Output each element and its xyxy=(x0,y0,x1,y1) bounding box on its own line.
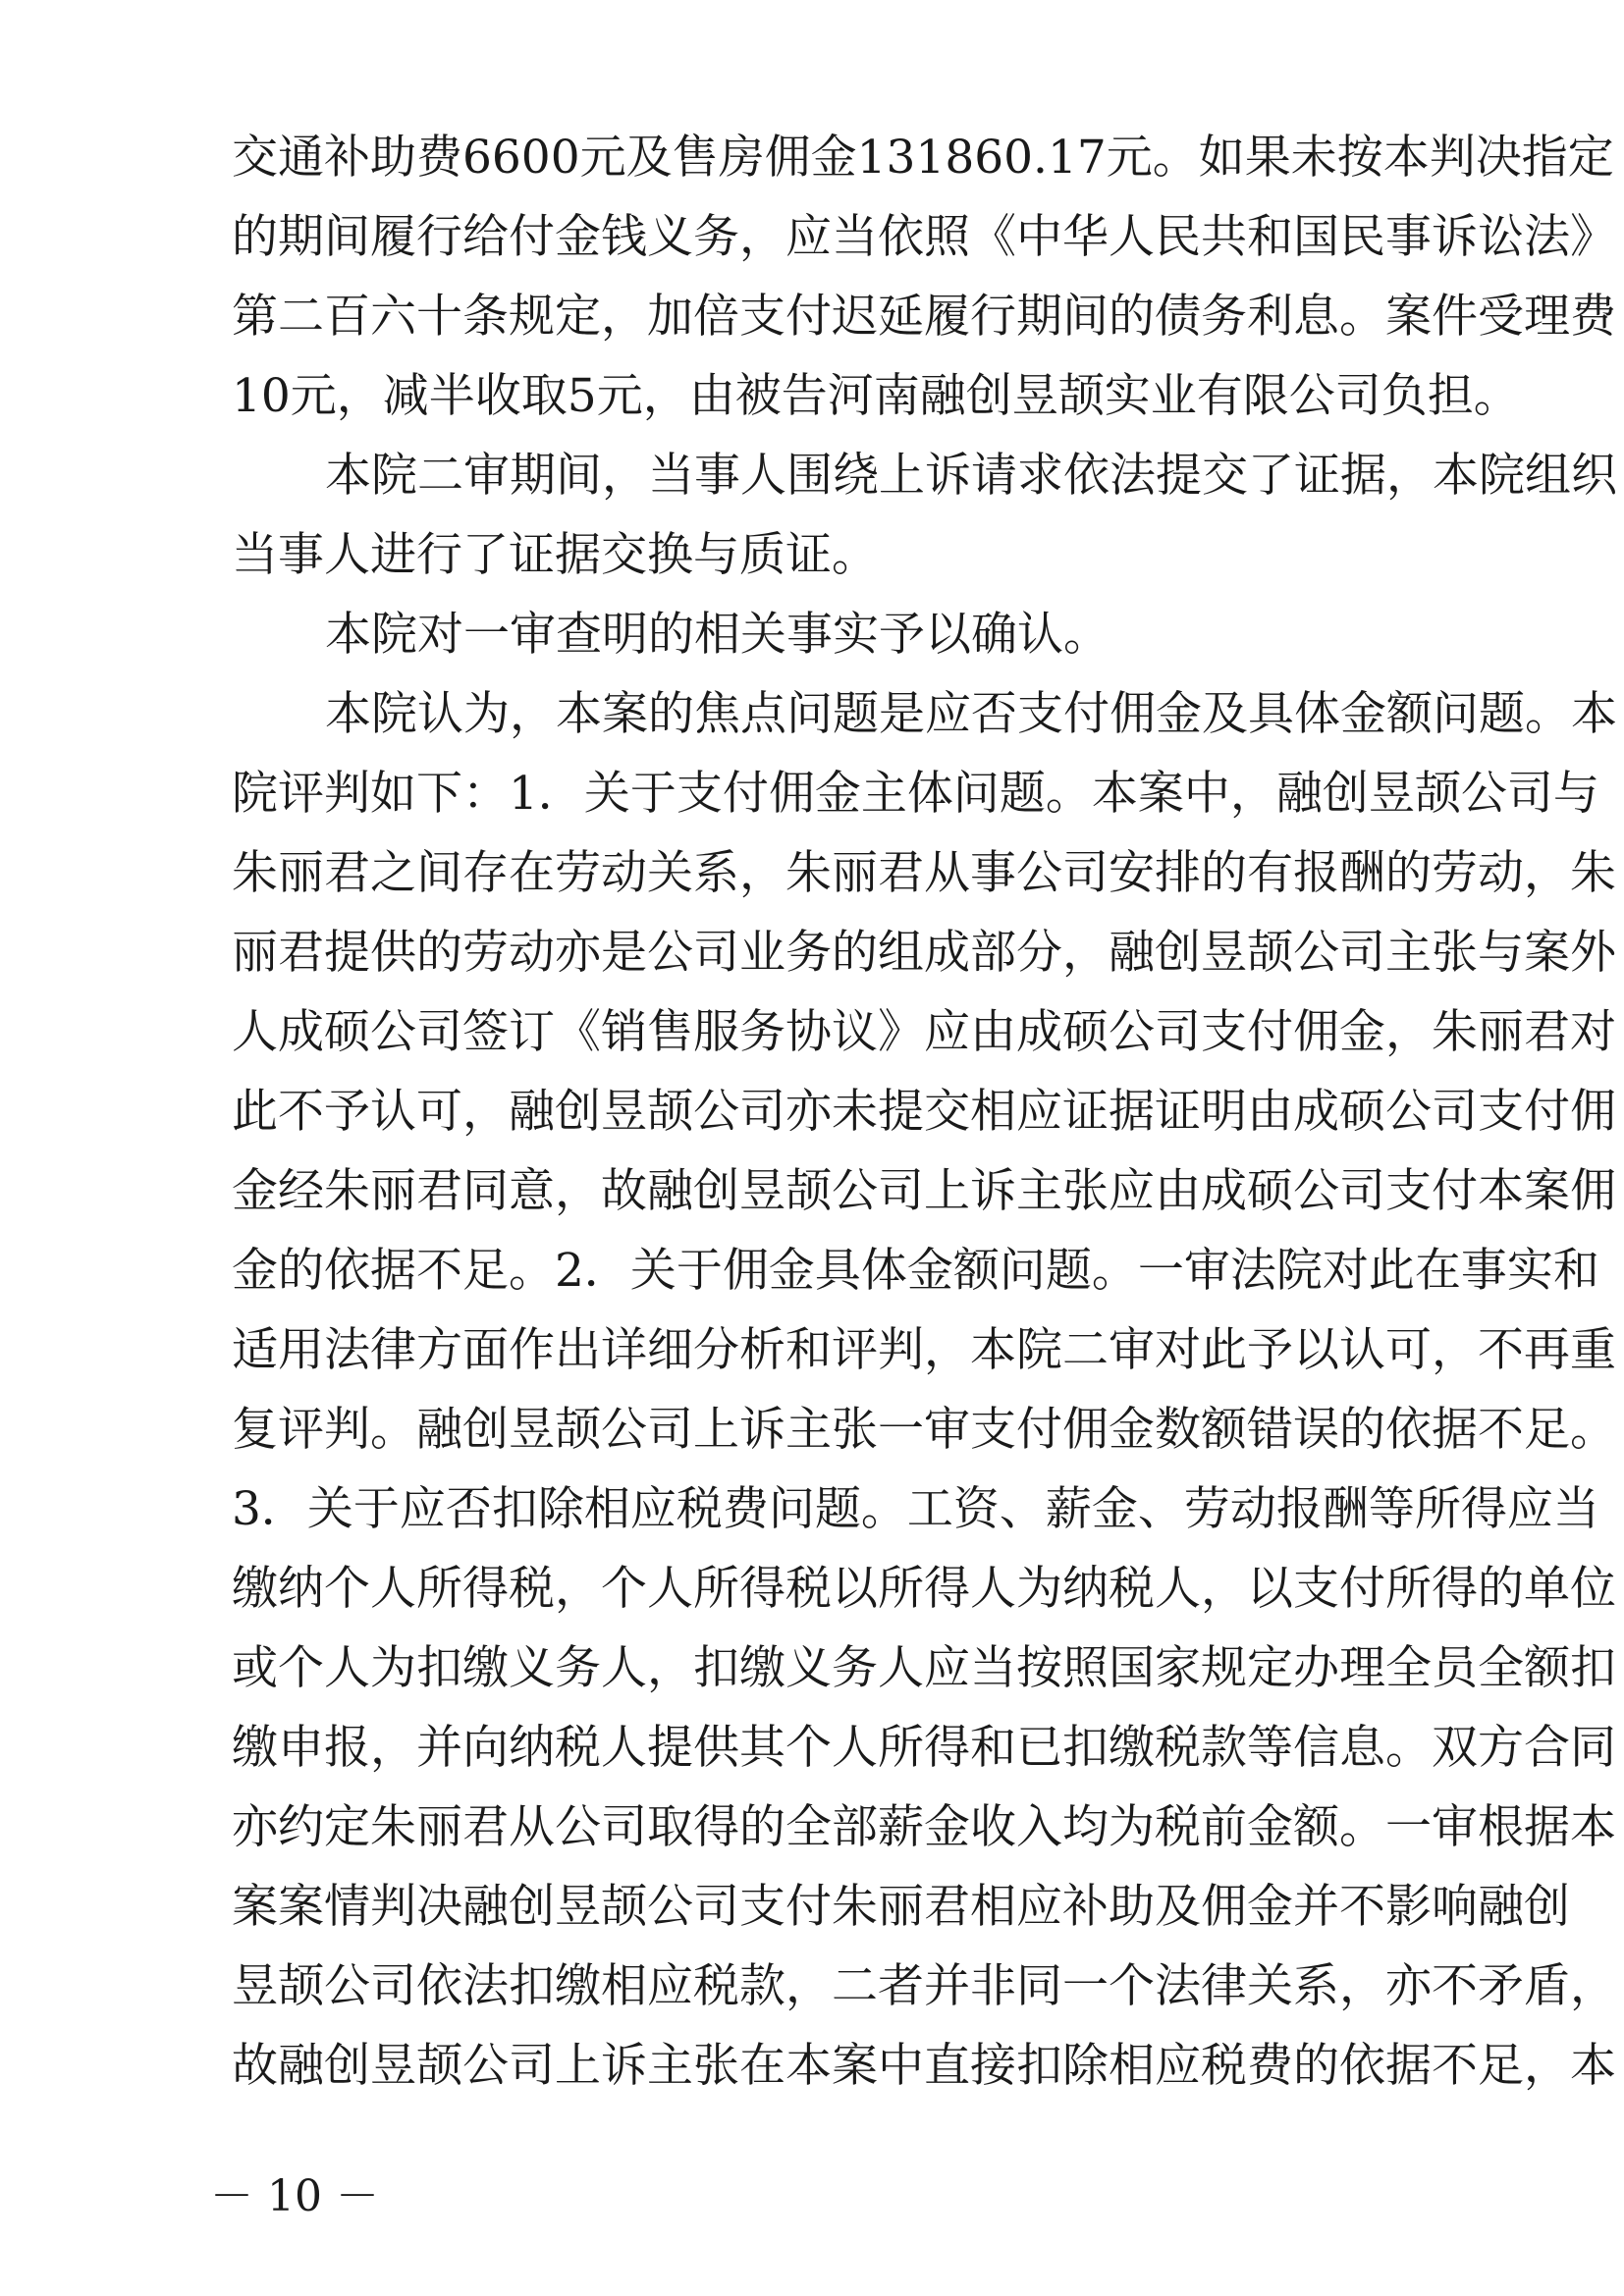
text-line: 缴纳个人所得税，个人所得税以所得人为纳税人，以支付所得的单位 xyxy=(232,1562,1616,1616)
text-line: 适用法律方面作出详细分析和评判，本院二审对此予以认可，不再重 xyxy=(232,1323,1616,1377)
text-line: 10元，减半收取5元，由被告河南融创昱颉实业有限公司负担。 xyxy=(232,369,1520,423)
text-line: 金的依据不足。2．关于佣金具体金额问题。一审法院对此在事实和 xyxy=(232,1244,1599,1298)
text-line: 案案情判决融创昱颉公司支付朱丽君相应补助及佣金并不影响融创 xyxy=(232,1880,1570,1934)
text-line: 第二百六十条规定，加倍支付迟延履行期间的债务利息。案件受理费 xyxy=(232,290,1616,344)
text-line: 交通补助费6600元及售房佣金131860.17元。如果未按本判决指定 xyxy=(232,131,1614,185)
text-line: 或个人为扣缴义务人，扣缴义务人应当按照国家规定办理全员全额扣 xyxy=(232,1641,1616,1695)
text-line: 缴申报，并向纳税人提供其个人所得和已扣缴税款等信息。双方合同 xyxy=(232,1721,1616,1775)
text-line: 金经朱丽君同意，故融创昱颉公司上诉主张应由成硕公司支付本案佣 xyxy=(232,1164,1616,1218)
text-line: 当事人进行了证据交换与质证。 xyxy=(232,528,878,582)
page-number: － 10 － xyxy=(210,2171,379,2221)
text-line: 院评判如下：1．关于支付佣金主体问题。本案中，融创昱颉公司与 xyxy=(232,767,1599,821)
text-line: 3．关于应否扣除相应税费问题。工资、薪金、劳动报酬等所得应当 xyxy=(232,1482,1599,1536)
text-line: 人成硕公司签订《销售服务协议》应由成硕公司支付佣金，朱丽君对 xyxy=(232,1005,1616,1059)
paragraph-first-line: 本院认为，本案的焦点问题是应否支付佣金及具体金额问题。本 xyxy=(325,687,1617,741)
text-line: 的期间履行给付金钱义务，应当依照《中华人民共和国民事诉讼法》 xyxy=(232,210,1616,264)
text-line: 昱颉公司依法扣缴相应税款，二者并非同一个法律关系，亦不矛盾， xyxy=(232,1959,1616,2013)
text-line: 亦约定朱丽君从公司取得的全部薪金收入均为税前金额。一审根据本 xyxy=(232,1800,1616,1854)
paragraph-first-line: 本院对一审查明的相关事实予以确认。 xyxy=(325,608,1110,662)
paragraph-first-line: 本院二审期间，当事人围绕上诉请求依法提交了证据，本院组织 xyxy=(325,449,1617,503)
text-line: 复评判。融创昱颉公司上诉主张一审支付佣金数额错误的依据不足。 xyxy=(232,1403,1616,1457)
text-line: 此不予认可，融创昱颉公司亦未提交相应证据证明由成硕公司支付佣 xyxy=(232,1085,1616,1139)
text-line: 丽君提供的劳动亦是公司业务的组成部分，融创昱颉公司主张与案外 xyxy=(232,926,1616,980)
text-line: 朱丽君之间存在劳动关系，朱丽君从事公司安排的有报酬的劳动，朱 xyxy=(232,846,1616,900)
text-line: 故融创昱颉公司上诉主张在本案中直接扣除相应税费的依据不足，本 xyxy=(232,2039,1616,2093)
